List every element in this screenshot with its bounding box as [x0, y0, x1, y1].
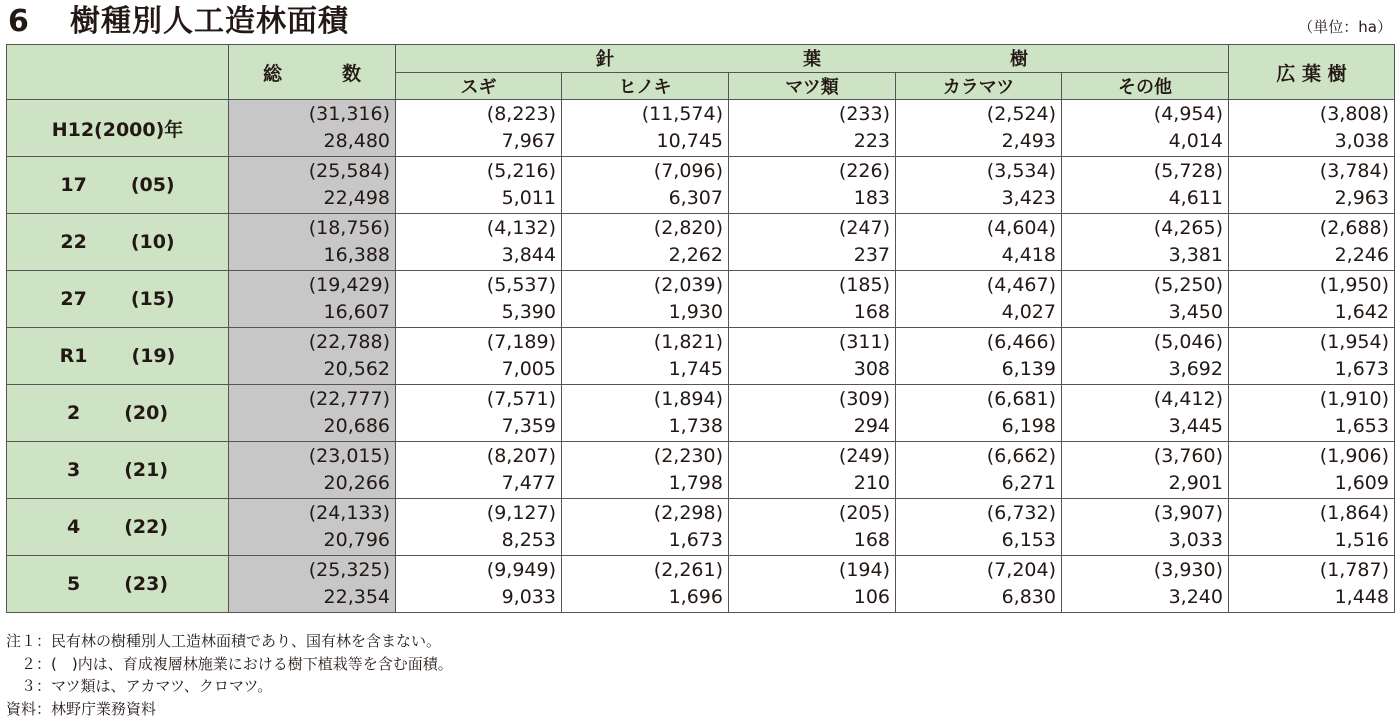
- table-row: [7, 385, 1395, 442]
- row-year: [7, 499, 229, 556]
- paren-value: (2,230): [653, 445, 723, 467]
- paren-value: (4,132): [486, 217, 556, 239]
- paren-value: (205): [838, 502, 890, 524]
- main-value: 16,607: [323, 301, 390, 323]
- data-table: [6, 44, 1395, 613]
- main-value: 2,901: [1168, 472, 1223, 494]
- paren-value: (11,574): [641, 103, 723, 125]
- table-row: [7, 499, 1395, 556]
- note-3: ３：マツ類は、アカマツ、クロマツ。: [6, 677, 273, 695]
- value-cell: [229, 100, 396, 157]
- value-cell: [896, 214, 1062, 271]
- note-1: 注１：民有林の樹種別人工造林面積であり、国有林を含まない。: [6, 632, 442, 650]
- main-value: 3,450: [1168, 301, 1223, 323]
- value-cell: [1229, 214, 1395, 271]
- header-total: [229, 45, 396, 100]
- value-cell: [1062, 499, 1229, 556]
- main-value: 7,967: [501, 130, 556, 152]
- value-cell: [1062, 214, 1229, 271]
- header-total-char2: 数: [341, 62, 361, 85]
- main-value: 22,354: [323, 586, 390, 608]
- title-text: 樹種別人工造林面積: [70, 4, 349, 39]
- main-value: 2,246: [1334, 244, 1389, 266]
- note-2: ２：( )内は、育成複層林施業における樹下植栽等を含む面積。: [6, 654, 453, 673]
- row-year: [7, 157, 229, 214]
- main-value: 20,266: [323, 472, 390, 494]
- paren-value: (2,820): [653, 217, 723, 239]
- header-broadleaf: 広 葉 樹: [1229, 45, 1395, 100]
- paren-value: (24,133): [308, 502, 390, 524]
- value-cell: [562, 499, 729, 556]
- paren-value: (247): [838, 217, 890, 239]
- paren-value: (9,127): [486, 502, 556, 524]
- paren-value: (6,466): [986, 331, 1056, 353]
- value-cell: [896, 100, 1062, 157]
- paren-value: (4,265): [1153, 217, 1223, 239]
- main-value: 1,642: [1334, 301, 1389, 323]
- paren-value: (1,906): [1319, 445, 1389, 467]
- paren-value: (5,046): [1153, 331, 1223, 353]
- main-value: 106: [853, 586, 890, 608]
- main-value: 1,516: [1334, 529, 1389, 551]
- value-cell: [396, 556, 562, 613]
- main-value: 210: [853, 472, 890, 494]
- value-cell: [562, 385, 729, 442]
- main-value: 308: [853, 358, 890, 380]
- main-value: 2,493: [1001, 130, 1056, 152]
- paren-value: (7,189): [486, 331, 556, 353]
- note-source: 資料：林野庁業務資料: [6, 699, 157, 718]
- paren-value: (19,429): [308, 274, 390, 296]
- row-year: [7, 271, 229, 328]
- year-label: 5: [66, 573, 81, 595]
- year-label: 27: [60, 288, 87, 310]
- paren-value: (7,204): [986, 559, 1056, 581]
- table-row: [7, 214, 1395, 271]
- year-label: 4: [66, 516, 81, 538]
- main-value: 1,930: [668, 301, 723, 323]
- paren-value: (4,604): [986, 217, 1056, 239]
- paren-value: (311): [838, 331, 890, 353]
- value-cell: [896, 271, 1062, 328]
- value-cell: [1229, 442, 1395, 499]
- value-cell: [229, 328, 396, 385]
- table-body: [7, 100, 1395, 613]
- main-value: 6,139: [1001, 358, 1056, 380]
- header-total-char1: 総: [263, 62, 283, 85]
- paren-value: (2,298): [653, 502, 723, 524]
- main-value: 2,262: [668, 244, 723, 266]
- paren-value: (1,864): [1319, 502, 1389, 524]
- main-value: 1,448: [1334, 586, 1389, 608]
- value-cell: [562, 214, 729, 271]
- paren-value: (22,777): [308, 388, 390, 410]
- main-value: 7,005: [501, 358, 556, 380]
- header-conifer-char1: 針: [596, 49, 614, 71]
- value-cell: [1062, 556, 1229, 613]
- value-cell: [1062, 271, 1229, 328]
- main-value: 3,445: [1168, 415, 1223, 437]
- main-value: 7,477: [501, 472, 556, 494]
- main-value: 1,696: [668, 586, 723, 608]
- value-cell: [1062, 328, 1229, 385]
- value-cell: [396, 499, 562, 556]
- row-year: [7, 556, 229, 613]
- paren-value: (7,096): [653, 160, 723, 182]
- paren-value: (7,571): [486, 388, 556, 410]
- value-cell: [729, 556, 896, 613]
- main-value: 6,198: [1001, 415, 1056, 437]
- year-western: (23): [124, 573, 169, 595]
- year-western: (15): [130, 288, 175, 310]
- paren-value: (2,261): [653, 559, 723, 581]
- paren-value: (4,412): [1153, 388, 1223, 410]
- header-sugi: スギ: [396, 72, 562, 100]
- value-cell: [229, 157, 396, 214]
- paren-value: (1,821): [653, 331, 723, 353]
- main-value: 9,033: [501, 586, 556, 608]
- paren-value: (194): [838, 559, 890, 581]
- value-cell: [562, 556, 729, 613]
- value-cell: [396, 385, 562, 442]
- value-cell: [396, 271, 562, 328]
- main-value: 1,653: [1334, 415, 1389, 437]
- row-year: [7, 385, 229, 442]
- value-cell: [1229, 556, 1395, 613]
- notes: [6, 630, 453, 720]
- year-western: (21): [124, 459, 169, 481]
- main-value: 4,418: [1001, 244, 1056, 266]
- value-cell: [729, 214, 896, 271]
- paren-value: (4,467): [986, 274, 1056, 296]
- header-conifer-char3: 樹: [1010, 49, 1028, 71]
- paren-value: (3,784): [1319, 160, 1389, 182]
- main-value: 4,611: [1168, 187, 1223, 209]
- value-cell: [729, 100, 896, 157]
- value-cell: [1062, 385, 1229, 442]
- value-cell: [1229, 328, 1395, 385]
- value-cell: [896, 442, 1062, 499]
- value-cell: [229, 556, 396, 613]
- year-western: (05): [130, 174, 175, 196]
- paren-value: (1,954): [1319, 331, 1389, 353]
- table-row: [7, 442, 1395, 499]
- main-value: 6,307: [668, 187, 723, 209]
- value-cell: [229, 271, 396, 328]
- paren-value: (5,216): [486, 160, 556, 182]
- paren-value: (226): [838, 160, 890, 182]
- main-value: 294: [853, 415, 890, 437]
- paren-value: (3,760): [1153, 445, 1223, 467]
- paren-value: (4,954): [1153, 103, 1223, 125]
- main-value: 3,240: [1168, 586, 1223, 608]
- paren-value: (2,039): [653, 274, 723, 296]
- value-cell: [1229, 100, 1395, 157]
- paren-value: (8,223): [486, 103, 556, 125]
- main-value: 168: [853, 529, 890, 551]
- paren-value: (6,681): [986, 388, 1056, 410]
- value-cell: [729, 157, 896, 214]
- value-cell: [396, 100, 562, 157]
- value-cell: [896, 385, 1062, 442]
- value-cell: [896, 499, 1062, 556]
- title-number: 6: [8, 4, 30, 39]
- main-value: 1,673: [1334, 358, 1389, 380]
- year-western: (20): [124, 402, 169, 424]
- value-cell: [1229, 271, 1395, 328]
- year-label: 2: [66, 402, 81, 424]
- value-cell: [229, 385, 396, 442]
- value-cell: [729, 442, 896, 499]
- year-western: (10): [130, 231, 175, 253]
- main-value: 183: [853, 187, 890, 209]
- value-cell: [396, 157, 562, 214]
- main-value: 6,830: [1001, 586, 1056, 608]
- main-value: 5,390: [501, 301, 556, 323]
- main-value: 3,033: [1168, 529, 1223, 551]
- year-label: 17: [60, 174, 87, 196]
- paren-value: (5,537): [486, 274, 556, 296]
- value-cell: [396, 214, 562, 271]
- main-value: 3,692: [1168, 358, 1223, 380]
- main-value: 5,011: [501, 187, 556, 209]
- value-cell: [396, 442, 562, 499]
- main-value: 22,498: [323, 187, 390, 209]
- value-cell: [896, 328, 1062, 385]
- value-cell: [1062, 157, 1229, 214]
- header-karamatsu: カラマツ: [896, 72, 1062, 100]
- paren-value: (8,207): [486, 445, 556, 467]
- value-cell: [1229, 385, 1395, 442]
- value-cell: [229, 442, 396, 499]
- main-value: 2,963: [1334, 187, 1389, 209]
- header-blank: [7, 45, 229, 100]
- main-value: 3,381: [1168, 244, 1223, 266]
- paren-value: (3,534): [986, 160, 1056, 182]
- value-cell: [562, 442, 729, 499]
- year-label: H12(2000)年: [51, 118, 184, 141]
- year-western: (19): [131, 345, 176, 367]
- year-label: R1: [59, 345, 88, 367]
- main-value: 20,562: [323, 358, 390, 380]
- paren-value: (2,688): [1319, 217, 1389, 239]
- main-value: 237: [853, 244, 890, 266]
- value-cell: [562, 271, 729, 328]
- table-row: [7, 271, 1395, 328]
- main-value: 16,388: [323, 244, 390, 266]
- table-row: [7, 157, 1395, 214]
- value-cell: [229, 499, 396, 556]
- value-cell: [1062, 100, 1229, 157]
- paren-value: (1,910): [1319, 388, 1389, 410]
- value-cell: [229, 214, 396, 271]
- paren-value: (9,949): [486, 559, 556, 581]
- paren-value: (25,325): [308, 559, 390, 581]
- paren-value: (185): [838, 274, 890, 296]
- paren-value: (1,787): [1319, 559, 1389, 581]
- value-cell: [896, 157, 1062, 214]
- value-cell: [1229, 157, 1395, 214]
- value-cell: [729, 271, 896, 328]
- paren-value: (233): [838, 103, 890, 125]
- value-cell: [396, 328, 562, 385]
- header-conifer: [396, 45, 1229, 73]
- year-label: 3: [66, 459, 81, 481]
- paren-value: (3,808): [1319, 103, 1389, 125]
- main-value: 6,271: [1001, 472, 1056, 494]
- row-year: [7, 328, 229, 385]
- table-row: [7, 556, 1395, 613]
- table-row: [7, 328, 1395, 385]
- header-other: その他: [1062, 72, 1229, 100]
- main-value: 1,738: [668, 415, 723, 437]
- paren-value: (3,907): [1153, 502, 1223, 524]
- paren-value: (1,950): [1319, 274, 1389, 296]
- paren-value: (22,788): [308, 331, 390, 353]
- main-value: 7,359: [501, 415, 556, 437]
- year-western: (22): [124, 516, 169, 538]
- row-year: [7, 214, 229, 271]
- main-value: 20,796: [323, 529, 390, 551]
- year-label: 22: [60, 231, 87, 253]
- paren-value: (249): [838, 445, 890, 467]
- main-value: 1,798: [668, 472, 723, 494]
- paren-value: (6,732): [986, 502, 1056, 524]
- main-value: 4,027: [1001, 301, 1056, 323]
- main-value: 1,745: [668, 358, 723, 380]
- main-value: 223: [853, 130, 890, 152]
- header-matsu: マツ類: [729, 72, 896, 100]
- value-cell: [1229, 499, 1395, 556]
- paren-value: (6,662): [986, 445, 1056, 467]
- value-cell: [896, 556, 1062, 613]
- main-value: 3,844: [501, 244, 556, 266]
- header-hinoki: ヒノキ: [562, 72, 729, 100]
- main-value: 1,673: [668, 529, 723, 551]
- value-cell: [562, 328, 729, 385]
- paren-value: (23,015): [308, 445, 390, 467]
- paren-value: (2,524): [986, 103, 1056, 125]
- paren-value: (5,250): [1153, 274, 1223, 296]
- main-value: 6,153: [1001, 529, 1056, 551]
- value-cell: [729, 499, 896, 556]
- paren-value: (18,756): [308, 217, 390, 239]
- paren-value: (1,894): [653, 388, 723, 410]
- main-value: 4,014: [1168, 130, 1223, 152]
- value-cell: [562, 157, 729, 214]
- main-value: 28,480: [323, 130, 390, 152]
- paren-value: (3,930): [1153, 559, 1223, 581]
- paren-value: (5,728): [1153, 160, 1223, 182]
- main-value: 10,745: [656, 130, 723, 152]
- value-cell: [729, 385, 896, 442]
- value-cell: [729, 328, 896, 385]
- header-conifer-char2: 葉: [803, 49, 821, 71]
- value-cell: [1062, 442, 1229, 499]
- paren-value: (31,316): [308, 103, 390, 125]
- main-value: 1,609: [1334, 472, 1389, 494]
- paren-value: (25,584): [308, 160, 390, 182]
- page-title: [8, 0, 349, 44]
- value-cell: [562, 100, 729, 157]
- row-year: [7, 442, 229, 499]
- unit-label: （単位：ha）: [1298, 18, 1392, 36]
- table-row: [7, 100, 1395, 157]
- main-value: 168: [853, 301, 890, 323]
- row-year: [7, 100, 229, 157]
- main-value: 3,038: [1334, 130, 1389, 152]
- paren-value: (309): [838, 388, 890, 410]
- main-value: 8,253: [501, 529, 556, 551]
- main-value: 20,686: [323, 415, 390, 437]
- main-value: 3,423: [1001, 187, 1056, 209]
